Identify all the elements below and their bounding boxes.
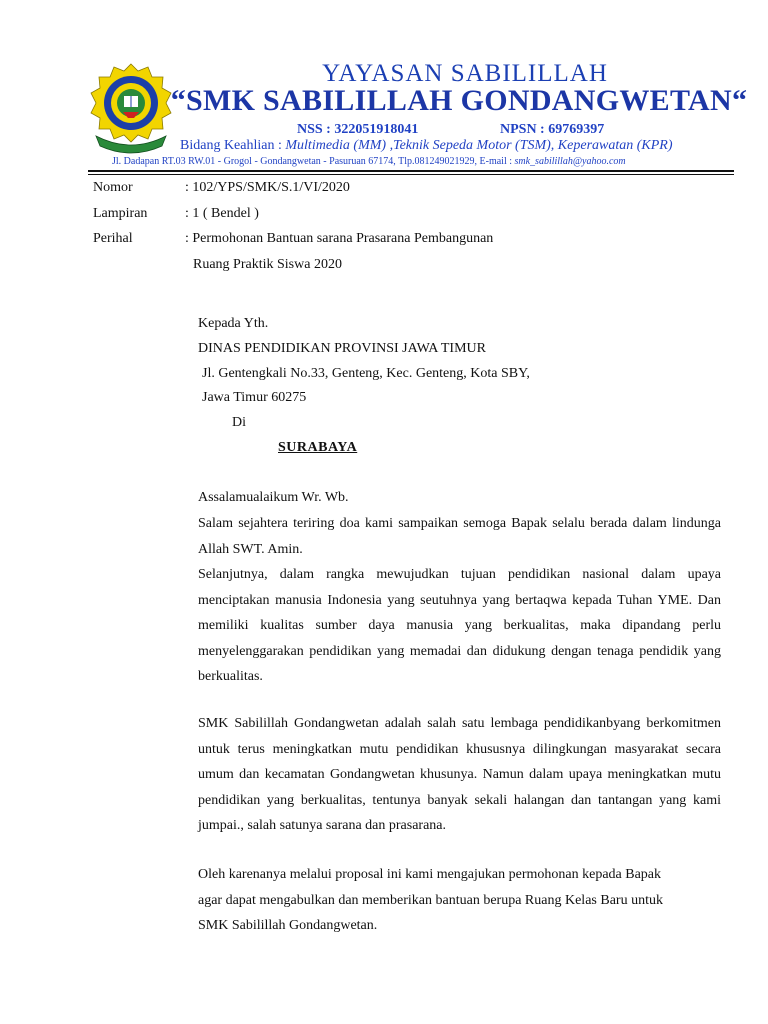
paragraph-4-line1: Oleh karenanya melalui proposal ini kami mengajukan permohonan kepada Bapak <box>198 867 662 882</box>
nomor-label: Nomor <box>93 180 133 195</box>
nomor-value: : 102/YPS/SMK/S.1/VI/2020 <box>185 180 350 195</box>
perihal-value-line2: Ruang Praktik Siswa 2020 <box>193 257 342 272</box>
bidang-prefix: Bidang Keahlian : <box>180 138 286 153</box>
paragraph-3: SMK Sabilillah Gondangwetan adalah salah satu lembaga pendidikanbyang berkomitmen untuk terus meningkatkan mutu pendidikan khususnya dilingkungan masyarakat secara umum dan kecamatan Gondangwetan khusunya. Namun dalam upaya meningkatkan mutu pendidikan yang berkualitas, tentunya banyak sekali halangan dan tantangan yang kami jumpai., salah satunya sarana dan prasarana. <box>198 716 721 833</box>
lampiran-value: : 1 ( Bendel ) <box>185 206 259 221</box>
bidang-list: Multimedia (MM) ,Teknik Sepeda Motor (TSM), Keperawatan (KPR) <box>285 138 673 153</box>
yayasan-title: YAYASAN SABILILLAH <box>322 60 608 87</box>
paragraph-4-line3: SMK Sabilillah Gondangwetan. <box>198 918 378 933</box>
perihal-value-line1: : Permohonan Bantuan sarana Prasarana Pembangunan <box>185 231 494 246</box>
perihal-label: Perihal <box>93 231 133 246</box>
recipient-office: DINAS PENDIDIKAN PROVINSI JAWA TIMUR <box>198 341 486 356</box>
bidang-keahlian <box>180 138 768 154</box>
recipient-di: Di <box>232 415 246 430</box>
npsn-number: NPSN : 69769397 <box>500 122 605 137</box>
school-address <box>112 156 768 167</box>
recipient-city: SURABAYA <box>278 440 358 455</box>
paragraph-1: Salam sejahtera teriring doa kami sampaikan semoga Bapak selalu berada dalam lindunga Allah SWT. Amin. <box>198 516 721 557</box>
school-name: “SMK SABILILLAH GONDANGWETAN“ <box>170 84 748 117</box>
kepada-yth: Kepada Yth. <box>198 316 269 331</box>
email-address: smk_sabilillah@yahoo.com <box>514 156 626 167</box>
letterhead-divider-thin <box>88 174 734 175</box>
address-text: Jl. Dadapan RT.03 RW.01 - Grogol - Gondangwetan - Pasuruan 67174, Tlp.081249021929, E-mail : <box>112 156 515 167</box>
paragraph-2: Selanjutnya, dalam rangka mewujudkan tujuan pendidikan nasional dalam upaya menciptakan manusia Indonesia yang seutuhnya yang bertaqwa kepada Tuhan YME. Dan memiliki kualitas sumber daya manusia yang berkualitas, maka dipandang perlu menyelenggarakan pendidikan yang memadai dan didukung dengan tenaga pendidik yang berkualitas. <box>198 567 721 684</box>
recipient-address-line1: Jl. Gentengkali No.33, Genteng, Kec. Genteng, Kota SBY, <box>202 366 530 381</box>
letterhead-divider-thick <box>88 170 734 172</box>
paragraph-4-line2: agar dapat mengabulkan dan memberikan bantuan berupa Ruang Kelas Baru untuk <box>198 893 663 908</box>
lampiran-label: Lampiran <box>93 206 148 221</box>
greeting: Assalamualaikum Wr. Wb. <box>198 490 349 505</box>
recipient-address-line2: Jawa Timur 60275 <box>202 390 307 405</box>
nss-number: NSS : 322051918041 <box>297 122 419 137</box>
